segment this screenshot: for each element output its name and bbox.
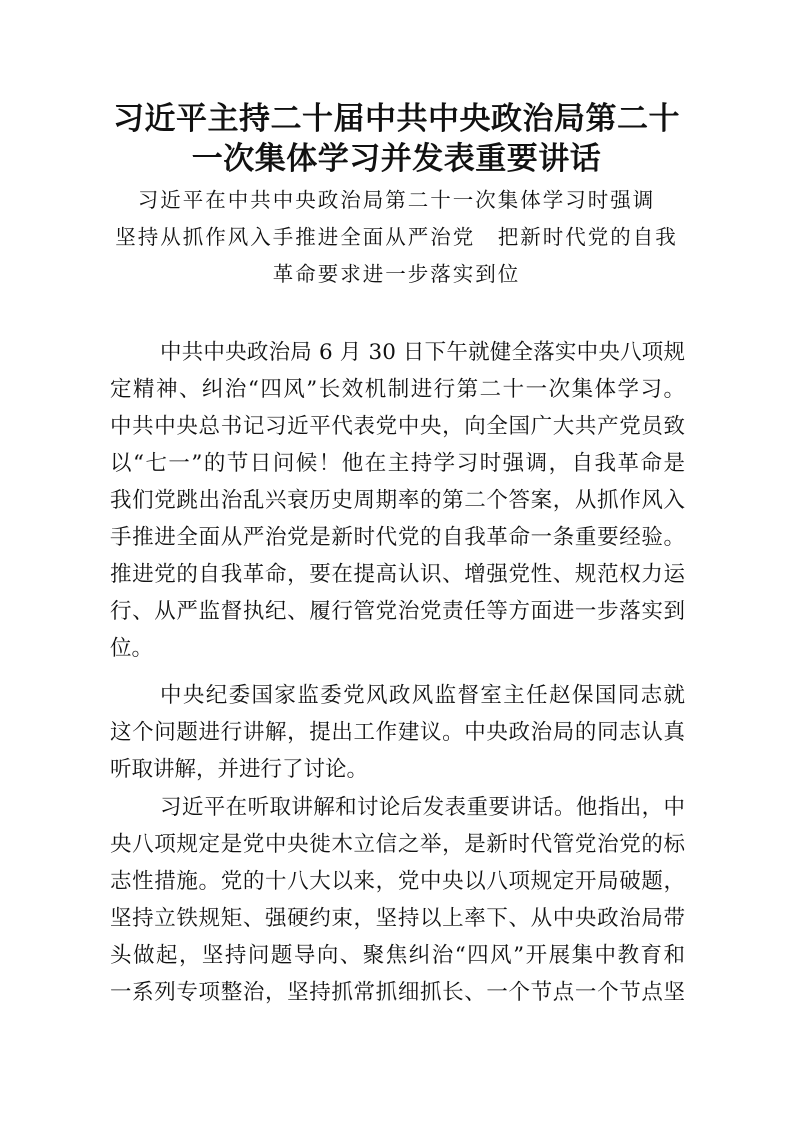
subheadline-line-3: 革命要求进一步落实到位 [272, 262, 521, 286]
paragraph-1-line: 手推进全面从严治党是新时代党的自我革命一条重要经验。 [110, 525, 685, 550]
paragraph-1-line: 定精神、纠治“四风”长效机制进行第二十一次集体学习。 [110, 377, 685, 402]
subheadline-line-1: 习近平在中共中央政治局第二十一次集体学习时强调 [137, 188, 656, 212]
paragraph-1-line: 行、从严监督执纪、履行管党治党责任等方面进一步落实到 [110, 599, 685, 624]
paragraph-1-line: 中共中央政治局 6 月 30 日下午就健全落实中央八项规 [160, 340, 685, 365]
paragraph-3-line: 央八项规定是党中央徙木立信之举，是新时代管党治党的标 [110, 832, 685, 857]
paragraph-1-line: 以“七一”的节日问候！他在主持学习时强调，自我革命是 [110, 451, 685, 476]
paragraph-1-line: 位。 [110, 636, 154, 661]
paragraph-2-line: 中央纪委国家监委党风政风监督室主任赵保国同志就 [160, 683, 685, 708]
paragraph-3-line: 习近平在听取讲解和讨论后发表重要讲话。他指出，中 [160, 795, 685, 820]
paragraph-1-line: 推进党的自我革命，要在提高认识、增强党性、规范权力运 [110, 562, 685, 587]
headline-line-2: 一次集体学习并发表重要讲话 [191, 141, 602, 177]
paragraph-3-line: 头做起，坚持问题导向、聚焦纠治“四风”开展集中教育和 [110, 943, 685, 968]
paragraph-2-line: 听取讲解，并进行了讨论。 [110, 757, 369, 782]
headline-line-1: 习近平主持二十届中共中央政治局第二十 [113, 101, 680, 137]
paragraph-3-line: 一系列专项整治，坚持抓常抓细抓长、一个节点一个节点坚 [110, 980, 685, 1005]
paragraph-3-line: 志性措施。党的十八大以来，党中央以八项规定开局破题， [110, 869, 685, 894]
paragraph-2-line: 这个问题进行讲解，提出工作建议。中央政治局的同志认真 [110, 720, 685, 745]
paragraph-1-line: 中共中央总书记习近平代表党中央，向全国广大共产党员致 [110, 414, 685, 439]
paragraph-1-line: 我们党跳出治乱兴衰历史周期率的第二个答案，从抓作风入 [110, 488, 685, 513]
paragraph-3-line: 坚持立铁规矩、强硬约束，坚持以上率下、从中央政治局带 [110, 906, 685, 931]
subheadline-line-2: 坚持从抓作风入手推进全面从严治党 把新时代党的自我 [115, 225, 678, 249]
